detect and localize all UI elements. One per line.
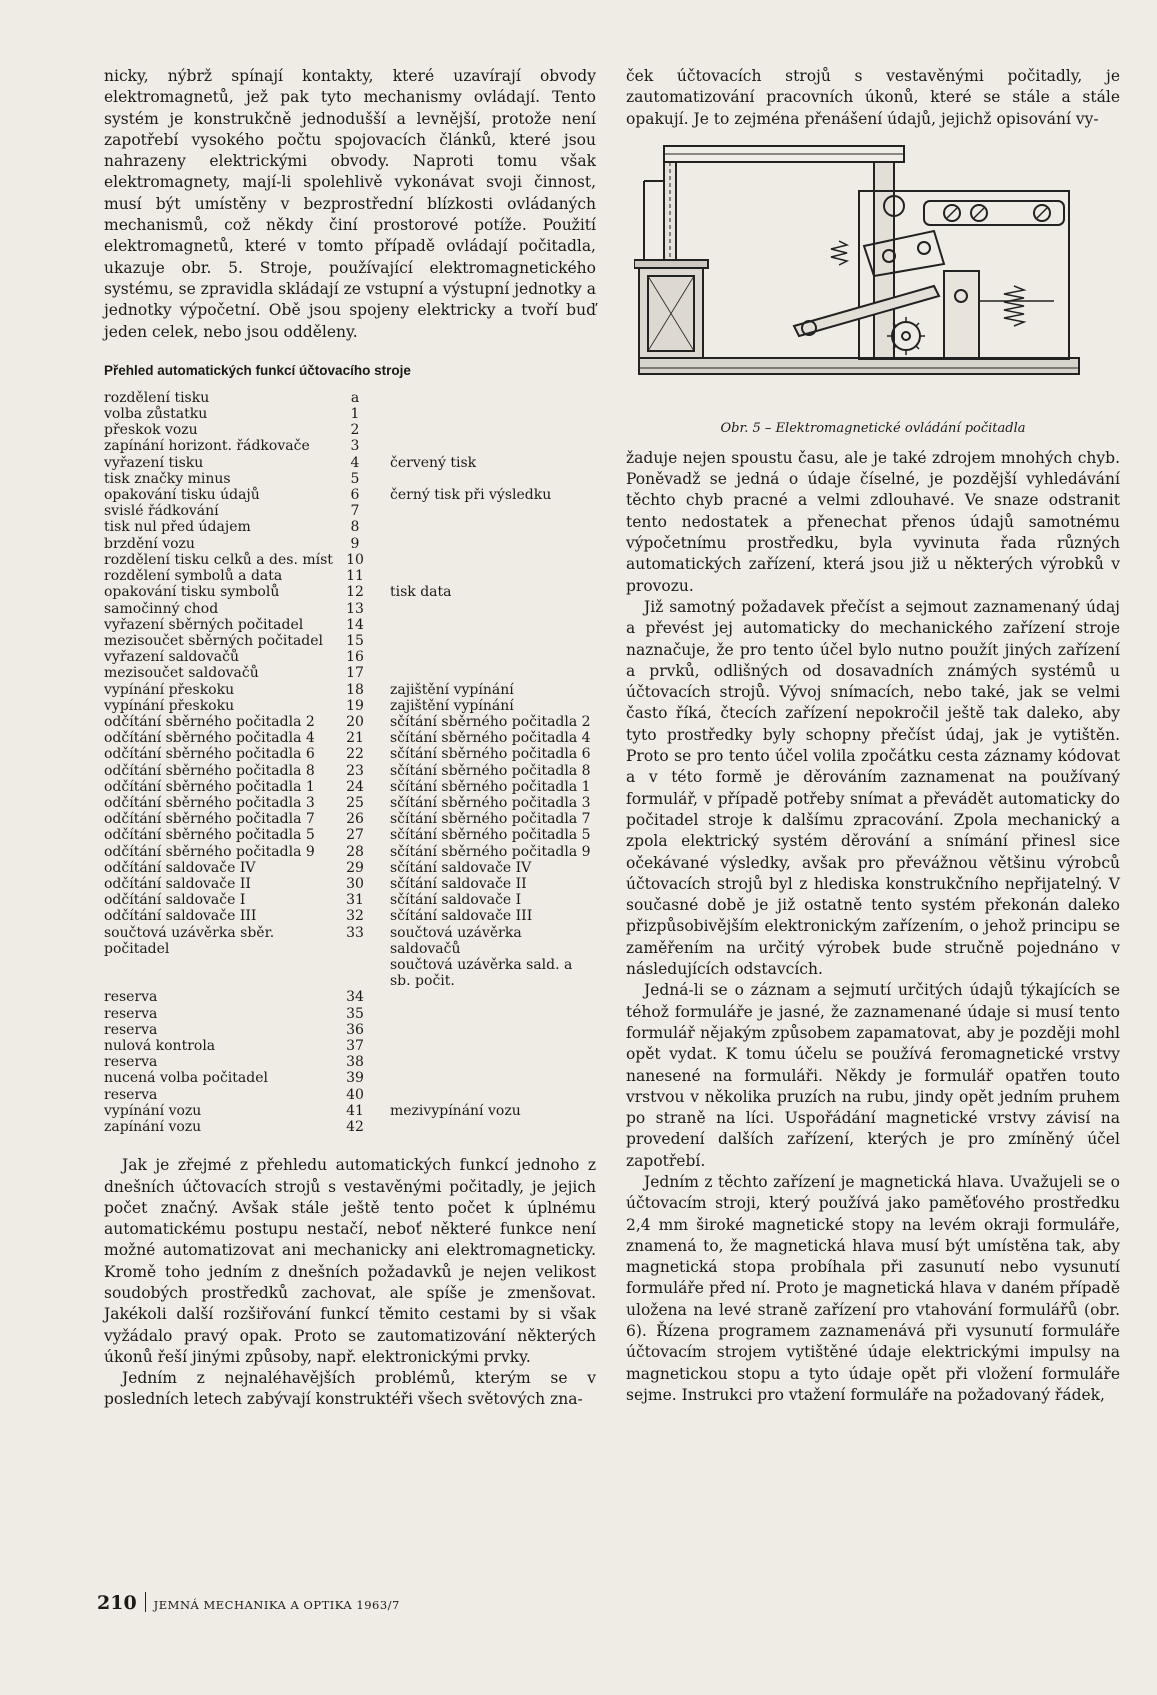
page-footer (97, 1592, 400, 1614)
table-row (104, 714, 596, 730)
function-name: odčítání sběrného počitadla 3 (104, 794, 315, 811)
function-number: 7 (350, 503, 360, 520)
function-number: 26 (346, 811, 364, 828)
function-note: sčítání sběrného počitadla 6 (390, 746, 591, 763)
function-name: vyřazení sběrných počitadel (104, 616, 304, 633)
function-name: odčítání sběrného počitadla 2 (104, 713, 315, 730)
function-number: 35 (346, 1005, 364, 1022)
function-name: nulová kontrola (104, 1037, 216, 1054)
function-note (370, 406, 596, 422)
function-number: a (350, 389, 360, 406)
function-number: 21 (346, 730, 364, 747)
table-row (104, 487, 596, 503)
function-note (370, 1119, 596, 1135)
paragraph: žaduje nejen spoustu času, ale je také zdrojem mnohých chyb. Poněvadž se jedná o údaje číselné, je pozdější vyhledávání těchto chyb pracné a velmi zdlouhavé. Ve snaze odstranit tento nedostatek a přenechat přenos údajů samotnému výpočetnímu prostředku, byla vyvinuta řada různých automatických zařízení, která jsou již u některých výrobků v provozu. (626, 448, 1120, 595)
table-row (104, 1119, 596, 1135)
table-row (104, 422, 596, 438)
table-row (104, 1103, 596, 1119)
functions-table (104, 390, 596, 1135)
table-row (104, 957, 596, 989)
function-name: odčítání sběrného počitadla 1 (104, 778, 315, 795)
right-column (626, 66, 1120, 1406)
function-name: reserva (104, 989, 158, 1006)
function-name: reserva (104, 1021, 158, 1038)
table-row (104, 633, 596, 649)
table-row (104, 601, 596, 617)
footer-divider (145, 1592, 146, 1612)
function-name: svislé řádkování (104, 503, 219, 520)
table-row (104, 536, 596, 552)
function-name: opakování tisku symbolů (104, 584, 280, 601)
table-row (104, 406, 596, 422)
function-note: sčítání sběrného počitadla 4 (390, 730, 591, 747)
table-row (104, 665, 596, 681)
function-number: 37 (346, 1037, 364, 1054)
table-row (104, 876, 596, 892)
table-row (104, 827, 596, 843)
table-row (104, 649, 596, 665)
table-row (104, 584, 596, 600)
table-row (104, 989, 596, 1005)
function-number: 34 (346, 989, 364, 1006)
function-number: 41 (346, 1102, 364, 1119)
paragraph: Jak je zřejmé z přehledu automatických funkcí jednoho z dnešních účtovacích strojů s vestavěnými počitadly, je jejich počet značný. Avšak stále ještě tento počet k úplnému automatickému postupu nestačí, neboť některé funkce není možné automatizovat ani mechanicky ani elektromagneticky. Kromě toho jedním z dnešních požadavků je nejen velikost soudobých prostředků zachovat, ale spíše je zmenšovat. Jakékoli další rozšiřování funkcí těmito cestami by si však vyžádalo pravý opak. Proto se zautomatizování některých úkonů řeší jinými způsoby, např. elektronickými prvky. (104, 1156, 596, 1366)
function-note: zajištění vypínání (390, 697, 514, 714)
figure-caption: Obr. 5 – Elektromagnetické ovládání počitadla (720, 420, 1026, 436)
function-name: reserva (104, 1005, 158, 1022)
function-name: rozdělení symbolů a data (104, 568, 283, 585)
function-number: 30 (346, 875, 364, 892)
function-name: mezisoučet saldovačů (104, 665, 259, 682)
table-row (104, 908, 596, 924)
function-note: sčítání sběrného počitadla 5 (390, 827, 591, 844)
function-note: zajištění vypínání (390, 681, 514, 698)
function-name: nucená volba počitadel (104, 1070, 268, 1087)
function-name: odčítání sběrného počitadla 4 (104, 730, 315, 747)
function-number: 29 (346, 859, 364, 876)
function-number: 16 (346, 649, 364, 666)
function-name: opakování tisku údajů (104, 487, 260, 504)
function-note (370, 601, 596, 617)
function-note (370, 568, 596, 584)
function-number: 15 (346, 632, 364, 649)
table-row (104, 1038, 596, 1054)
function-note (370, 633, 596, 649)
function-number: 11 (346, 568, 364, 585)
function-number: 9 (350, 535, 360, 552)
function-number: 27 (346, 827, 364, 844)
function-number: 32 (346, 908, 364, 925)
function-name: odčítání saldovače III (104, 908, 257, 925)
function-number: 8 (350, 519, 360, 536)
function-note: sčítání saldovače III (390, 908, 533, 925)
function-number: 39 (346, 1070, 364, 1087)
function-note (370, 1087, 596, 1103)
function-name: odčítání sběrného počitadla 7 (104, 811, 315, 828)
function-number: 18 (346, 681, 364, 698)
function-note: sčítání sběrného počitadla 7 (390, 811, 591, 828)
function-note: sčítání sběrného počitadla 9 (390, 843, 591, 860)
function-name: zapínání horizont. řádkovače (104, 438, 310, 455)
function-number: 5 (350, 470, 360, 487)
function-name: rozdělení tisku celků a des. míst (104, 551, 333, 568)
left-column (104, 66, 596, 1411)
function-number: 33 (346, 924, 364, 941)
paragraph: Jedním z těchto zařízení je magnetická hlava. Uvažujeli se o účtovacím stroji, který používá jako paměťového prostředku 2,4 mm široké magnetické stopy na levém okraji formuláře, znamená to, že magnetická hlava musí být umístěna tak, aby magnetická stopa probíhala při zasunutí nebo vysunutí formuláře před ní. Proto je magnetická hlava v daném případě uložena na levé straně zařízení pro vtahování formulářů (obr. 6). Řízena programem zaznamenává při vysunutí formuláře účtovacím strojem vytištěné údaje elektrickými impulsy na magnetickou stopu a tyto údaje opět při vložení formuláře sejme. Instrukci pro vtažení formuláře na požadovaný řádek, (626, 1172, 1120, 1404)
function-note (370, 989, 596, 1005)
function-name: vypínání přeskoku (104, 681, 235, 698)
function-name: vypínání přeskoku (104, 697, 235, 714)
function-name (104, 957, 340, 989)
table-row (104, 519, 596, 535)
function-note (370, 390, 596, 406)
table-row (104, 1070, 596, 1086)
function-note: součtová uzávěrka saldovačů (390, 924, 522, 957)
function-name: samočinný chod (104, 600, 219, 617)
function-note: sčítání saldovače I (390, 892, 522, 909)
table-row (104, 925, 596, 957)
table-row (104, 746, 596, 762)
table-row (104, 763, 596, 779)
function-number: 6 (350, 487, 360, 504)
function-name: tisk značky minus (104, 470, 231, 487)
function-number: 4 (350, 454, 360, 471)
function-name: volba zůstatku (104, 406, 208, 423)
table-row (104, 892, 596, 908)
function-note: mezivypínání vozu (390, 1102, 521, 1119)
function-number: 25 (346, 794, 364, 811)
function-note: černý tisk při výsledku (390, 487, 552, 504)
function-number: 40 (346, 1086, 364, 1103)
function-number: 3 (350, 438, 360, 455)
function-note: sčítání saldovače IV (390, 859, 532, 876)
table-row (104, 779, 596, 795)
function-number: 36 (346, 1021, 364, 1038)
table-row (104, 730, 596, 746)
table-row (104, 1087, 596, 1103)
function-number: 10 (346, 551, 364, 568)
function-number: 24 (346, 778, 364, 795)
function-note: sčítání sběrného počitadla 2 (390, 713, 591, 730)
function-number: 42 (346, 1119, 364, 1135)
function-number: 22 (346, 746, 364, 763)
function-name: odčítání saldovače IV (104, 859, 256, 876)
table-row (104, 682, 596, 698)
function-name: rozdělení tisku (104, 389, 210, 406)
table-row (104, 811, 596, 827)
table-row (104, 438, 596, 454)
function-note (370, 1022, 596, 1038)
paragraph: Již samotný požadavek přečíst a sejmout zaznamenaný údaj a převést jej automaticky do mechanického zařízení stroje naznačuje, že pro tento účel bylo nutno použít jiných zařízení a prvků, odlišných od dosavadních známých systémů u účtovacích strojů. Vývoj snímacích, nebo také, jak se velmi často říká, čtecích zařízení nepokročil ještě tak daleko, aby tyto prostředky byly schopny přečíst údaj, jak je vytištěn. Proto se pro tento účel volila zpočátku cesta záznamy kódovat a v této formě je děrováním zaznamenat na používaný formulář, v případě potřeby snímat a převádět automaticky do počitadel stroje k dalšímu zpracování. Zpola mechanický a zpola elektrický systém děrování a snímání přinesl sice očekávané výsledky, avšak pro převážnou většinu výrobců účtovacích strojů byl z hlediska konstrukčního nepřijatelný. V současné době je již ostatně tento systém překonán daleko přizpůsobivějším elektronickým zařízením, o jehož principu se zaměřením na určitý výrobek bude stručně pojednáno v následujících odstavcích. (626, 597, 1120, 979)
function-number (340, 957, 370, 989)
function-name: vypínání vozu (104, 1102, 202, 1119)
function-note (370, 519, 596, 535)
table-row (104, 503, 596, 519)
table-row (104, 617, 596, 633)
function-number: 12 (346, 584, 364, 601)
table-row (104, 390, 596, 406)
function-name: tisk nul před údajem (104, 519, 251, 536)
table-row (104, 455, 596, 471)
function-note (370, 503, 596, 519)
table-row (104, 568, 596, 584)
function-note: sčítání sběrného počitadla 1 (390, 778, 591, 795)
function-name: reserva (104, 1054, 158, 1071)
function-note (370, 1070, 596, 1086)
function-number: 23 (346, 762, 364, 779)
function-name: odčítání sběrného počitadla 6 (104, 746, 315, 763)
function-note: sčítání sběrného počitadla 3 (390, 794, 591, 811)
function-note: červený tisk (390, 454, 477, 471)
function-name: odčítání saldovače II (104, 875, 251, 892)
figure-electromagnet-counter (634, 136, 1104, 411)
function-number: 17 (346, 665, 364, 682)
function-name: součtová uzávěrka sběr. počitadel (104, 924, 275, 957)
function-note: součtová uzávěrka sald. a sb. počit. (390, 956, 573, 990)
function-name: odčítání sběrného počitadla 9 (104, 843, 315, 860)
mechanism-drawing (634, 136, 1104, 411)
function-note (370, 617, 596, 633)
function-note: sčítání sběrného počitadla 8 (390, 762, 591, 779)
function-number: 38 (346, 1054, 364, 1071)
function-note (370, 1054, 596, 1070)
function-number: 20 (346, 713, 364, 730)
paragraph: Jedná-li se o záznam a sejmutí určitých údajů týkajících se téhož formuláře je jasné, že zaznamenané údaje si musí tento formulář nějakým způsobem zapamatovat, aby je později mohl opět vydat. K tomu účelu se používá feromagnetické vrstvy nanesené na formuláři. Někdy je formulář opatřen touto vrstvou v několika pruzích na rubu, jindy opět jedním pruhem po straně na líci. Uspořádání magnetické vrstvy závisí na provedení dalších zařízení, kterých je pro zmíněný účel zapotřebí. (626, 981, 1120, 1170)
function-name: odčítání sběrného počitadla 5 (104, 827, 315, 844)
table-row (104, 552, 596, 568)
table-row (104, 1006, 596, 1022)
function-note (370, 422, 596, 438)
function-name: mezisoučet sběrných počitadel (104, 632, 324, 649)
table-row (104, 844, 596, 860)
function-number: 19 (346, 697, 364, 714)
table-row (104, 795, 596, 811)
function-name: odčítání sběrného počitadla 8 (104, 762, 315, 779)
function-name: vyřazení saldovačů (104, 649, 239, 666)
function-note (370, 1038, 596, 1054)
function-note (370, 649, 596, 665)
function-name: odčítání saldovače I (104, 892, 246, 909)
function-note (370, 552, 596, 568)
function-note: sčítání saldovače II (390, 875, 527, 892)
page-number: 210 (97, 1592, 137, 1614)
function-note (370, 665, 596, 681)
function-name: přeskok vozu (104, 422, 198, 439)
function-number: 1 (350, 406, 360, 423)
function-number: 14 (346, 616, 364, 633)
function-name: reserva (104, 1086, 158, 1103)
paragraph: ček účtovacích strojů s vestavěnými počitadly, je zautomatizování pracovních úkonů, které se stále a stále opakují. Je to zejména přenášení údajů, jejichž opisování vy- (626, 67, 1120, 128)
function-name: brzdění vozu (104, 535, 195, 552)
table-title: Přehled automatických funkcí účtovacího stroje (104, 362, 411, 378)
function-note (370, 1006, 596, 1022)
table-row (104, 698, 596, 714)
function-name: zapínání vozu (104, 1119, 202, 1135)
table-row (104, 1054, 596, 1070)
function-name: vyřazení tisku (104, 454, 204, 471)
function-note (370, 438, 596, 454)
table-row (104, 471, 596, 487)
function-note (370, 471, 596, 487)
function-note (370, 536, 596, 552)
journal-name: JEMNÁ MECHANIKA A OPTIKA 1963/7 (153, 1598, 400, 1612)
function-number: 2 (350, 422, 360, 439)
paragraph: nicky, nýbrž spínají kontakty, které uzavírají obvody elektromagnetů, jež pak tyto mechanismy ovládají. Tento systém je konstrukčně jednodušší a levnější, protože není zapotřebí vysokého počtu spojovacích článků, které jsou nahrazeny elektrickými obvody. Naproti tomu však elektromagnety, mají-li spolehlivě vykonávat svoji činnost, musí být umístěny v bezprostřední blízkosti ovládaných mechanismů, což někdy činí prostorové potíže. Použití elektromagnetů, které v tomto případě ovládají počitadla, ukazuje obr. 5. Stroje, používající elektromagnetického systému, se zpravidla skládají ze vstupní a výstupní jednotky a jednotky výpočetní. Obě jsou spojeny elektricky a tvoří buď jeden celek, nebo jsou odděleny. (104, 67, 596, 341)
table-row (104, 1022, 596, 1038)
function-number: 13 (346, 600, 364, 617)
table-row (104, 860, 596, 876)
function-number: 28 (346, 843, 364, 860)
function-number: 31 (346, 892, 364, 909)
function-note: tisk data (390, 584, 452, 601)
paragraph: Jedním z nejnaléhavějších problémů, kterým se v posledních letech zabývají konstruktéři všech světových zna- (104, 1369, 596, 1409)
